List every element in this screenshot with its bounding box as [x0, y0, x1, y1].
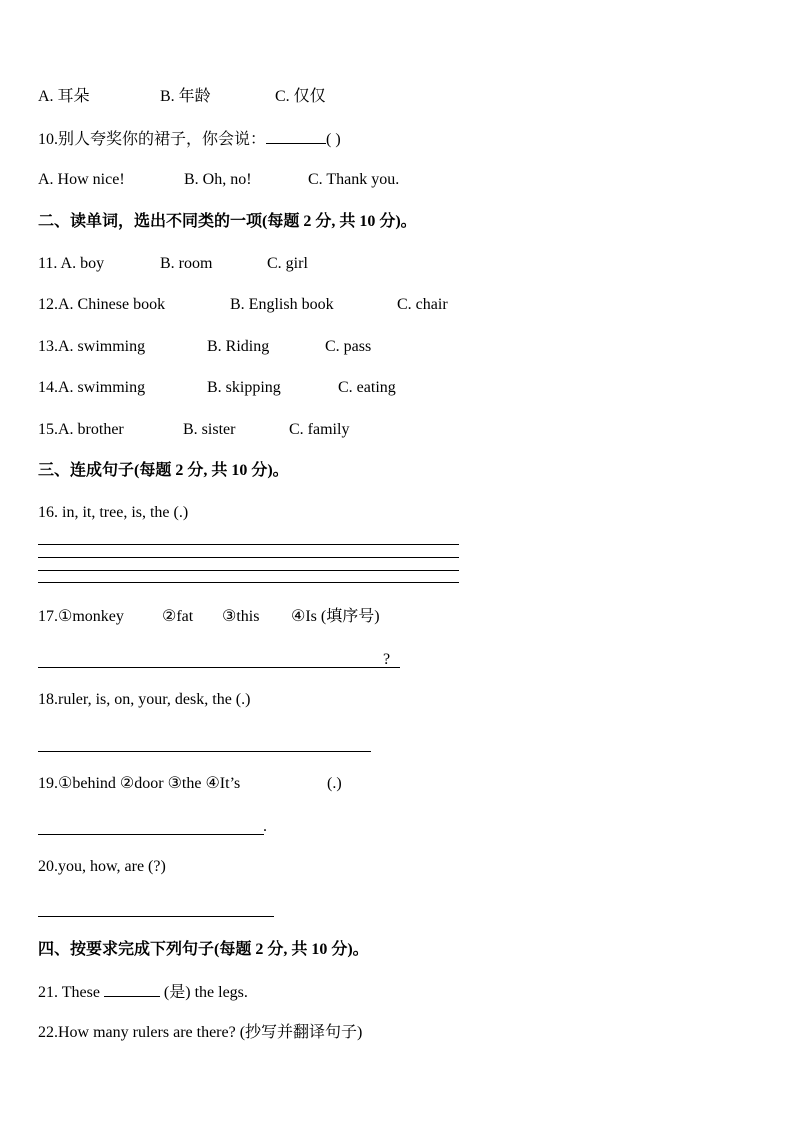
q15-option-b: B. sister	[183, 421, 236, 438]
q15-option-a: 15.A. brother	[38, 421, 124, 438]
q11-option-b: B. room	[160, 255, 213, 272]
q22-prompt: 22.How many rulers are there? (抄写并翻译句子)	[38, 1024, 363, 1041]
q10-paren: ( )	[326, 131, 341, 148]
q21-prompt	[38, 982, 248, 1003]
q17-answer-end: ?	[383, 651, 391, 668]
q14-row	[38, 378, 396, 398]
q17-answer-line[interactable]	[38, 667, 400, 668]
q9-options	[38, 87, 326, 107]
q19-answer-line[interactable]	[38, 834, 264, 835]
q21-post: (是) the legs.	[163, 984, 248, 1001]
q13-option-b: B. Riding	[207, 338, 270, 355]
q16-answer-line-1[interactable]	[38, 544, 459, 545]
q21-answer-blank[interactable]	[104, 982, 160, 997]
q17-word-2: ②fat	[162, 608, 194, 625]
q14-option-b: B. skipping	[207, 379, 281, 396]
q20-prompt: 20.you, how, are (?)	[38, 858, 166, 875]
q14-option-c: C. eating	[338, 379, 396, 396]
q12-option-b: B. English book	[230, 296, 334, 313]
q19-words: ①behind ②door ③the ④It’s	[58, 775, 241, 792]
q19-number: 19.	[38, 775, 58, 792]
q12-option-c: C. chair	[397, 296, 448, 313]
q9-option-a: A. 耳朵	[38, 88, 90, 105]
q12-option-a: 12.A. Chinese book	[38, 296, 166, 313]
q11-option-a: 11. A. boy	[38, 255, 105, 272]
q13-option-a: 13.A. swimming	[38, 338, 146, 355]
q10-option-b: B. Oh, no!	[184, 171, 252, 188]
q11-row	[38, 254, 308, 274]
q10-option-c: C. Thank you.	[308, 171, 400, 188]
q13-row	[38, 337, 372, 357]
q11-option-c: C. girl	[267, 255, 308, 272]
q21-pre: 21. These	[38, 984, 100, 1001]
q10-options	[38, 170, 400, 190]
q18-prompt: 18.ruler, is, on, your, desk, the (.)	[38, 691, 251, 708]
q15-option-c: C. family	[289, 421, 350, 438]
q10-stem	[38, 129, 341, 150]
q13-option-c: C. pass	[325, 338, 372, 355]
q10-answer-blank[interactable]	[266, 129, 326, 144]
q16-answer-line-3[interactable]	[38, 570, 459, 571]
q17-word-4: ④Is (填序号)	[291, 608, 380, 625]
section2-title: 二、读单词，选出不同类的一项(每题 2 分, 共 10 分)。	[38, 213, 417, 230]
q16-answer-line-2[interactable]	[38, 557, 459, 558]
q12-row	[38, 295, 448, 315]
q16-prompt: 16. in, it, tree, is, the (.)	[38, 504, 189, 521]
q18-answer-line[interactable]	[38, 751, 371, 752]
q10-option-a: A. How nice!	[38, 171, 125, 188]
q19-punct: (.)	[327, 775, 342, 792]
q9-option-b: B. 年龄	[160, 88, 211, 105]
q9-option-c: C. 仅仅	[275, 88, 326, 105]
q14-option-a: 14.A. swimming	[38, 379, 146, 396]
q17-prompt	[38, 607, 380, 627]
q19-answer-end: .	[263, 818, 267, 835]
q16-answer-line-4[interactable]	[38, 582, 459, 583]
section3-title: 三、连成句子(每题 2 分, 共 10 分)。	[38, 462, 289, 479]
q17-word-3: ③this	[222, 608, 260, 625]
q20-answer-line[interactable]	[38, 916, 274, 917]
q10-question: 10.别人夸奖你的裙子，你会说：	[38, 131, 267, 148]
q19-prompt	[38, 774, 342, 794]
q15-row	[38, 420, 350, 440]
section4-title: 四、按要求完成下列句子(每题 2 分, 共 10 分)。	[38, 941, 369, 958]
q17-word-1: ①monkey	[58, 608, 124, 625]
q17-number: 17.	[38, 608, 58, 625]
